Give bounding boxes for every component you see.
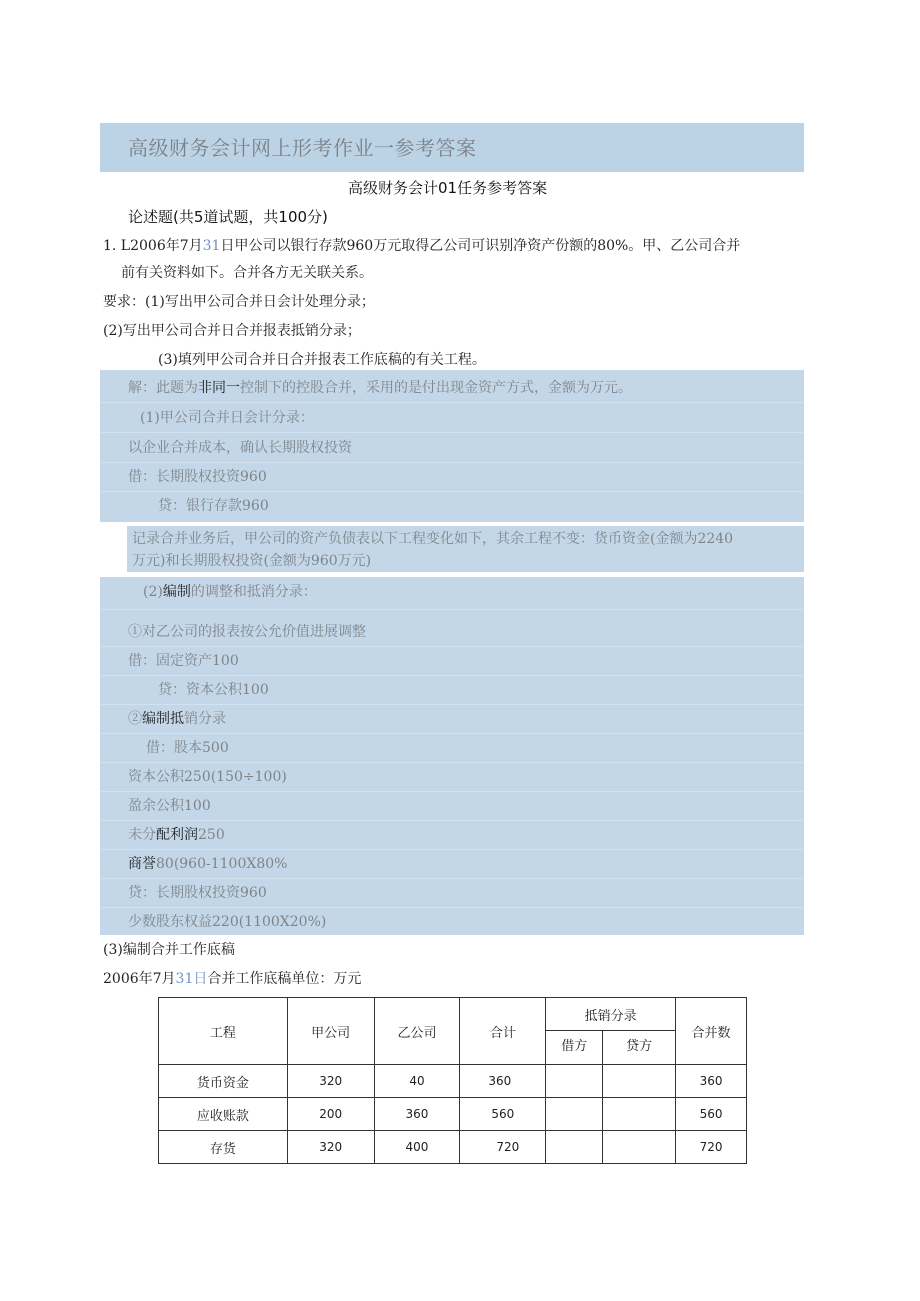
cell-jia: 200 [287,1098,374,1131]
section-heading: 论述题(共5道试题，共100分) [128,208,328,226]
table-row [159,1131,747,1164]
consolidation-worksheet-table [158,997,747,1164]
table-row [159,1098,747,1131]
cell-consolidated: 720 [676,1131,747,1164]
answer-row [100,762,804,792]
answer-row [100,907,804,936]
answer-box-journal-entry [100,370,804,522]
cell-consolidated: 360 [676,1065,747,1098]
answer-row [100,577,804,610]
question-line-1c: 日甲公司以银行存款960万元取得乙公司可识别净资产份额的80%。甲、乙公司合并 [220,238,741,254]
answer-intro: 解：此题为非同一控制下的控股合并，采用的是付出现金资产方式，金额为万元。 [128,380,632,396]
header-yi: 乙公司 [374,998,460,1065]
header-item: 工程 [159,998,288,1065]
cell-debit [546,1131,603,1164]
header-debit: 借方 [546,1031,603,1065]
debit-share-capital: 借：股本500 [146,740,229,756]
cell-jia: 320 [287,1131,374,1164]
banner-title: 高级财务会计网上形考作业一参考答案 [128,136,477,160]
credit-entry: 贷：银行存款960 [158,498,269,514]
cell-item: 应收账款 [159,1098,288,1131]
answer-row [100,462,804,492]
answer-row [100,491,804,520]
title-banner [100,123,804,172]
answer-row [100,646,804,676]
cell-item: 存货 [159,1131,288,1164]
retained-earnings-line: 未分配利润250 [128,827,225,843]
cell-credit [603,1065,676,1098]
capital-reserve-line: 资本公积250(150÷100) [128,769,287,785]
worksheet-heading: (3)编制合并工作底稿 [103,942,235,958]
answer-row [100,433,804,463]
document-title: 高级财务会计01任务参考答案 [348,179,548,197]
cell-debit [546,1098,603,1131]
minority-interest-line: 少数股东权益220(1100X20%) [128,914,327,930]
answer-box-balance-change [127,526,804,572]
answer-subheading: (1)甲公司合并日会计分录： [140,410,314,426]
header-elimination: 抵销分录 [546,998,676,1031]
cell-jia: 320 [287,1065,374,1098]
answer-row [100,617,804,647]
header-total: 合计 [460,998,546,1065]
requirement-2: (2)写出甲公司合并日合并报表抵销分录； [103,323,361,339]
answer-row [100,878,804,908]
cell-yi: 400 [374,1131,460,1164]
cell-credit [603,1131,676,1164]
header-consolidated: 合并数 [676,998,747,1065]
cell-yi: 40 [374,1065,460,1098]
answer-row [100,820,804,850]
balance-change-line-2: 万元)和长期股权投资(金额为960万元) [132,553,372,569]
question-line-1a: 1. L2006年7月 [103,238,203,254]
answer-row [100,791,804,821]
requirement-1: 要求：(1)写出甲公司合并日会计处理分录； [103,294,375,310]
adjustment-heading: ①对乙公司的报表按公允价值进展调整 [128,624,366,640]
answer-row [100,704,804,734]
requirement-3: (3)填列甲公司合并日合并报表工作底稿的有关工程。 [158,352,486,368]
elimination-heading: (2)编制的调整和抵消分录： [143,584,317,600]
cell-total: 720 [460,1131,546,1164]
table-row [159,1065,747,1098]
answer-row [100,675,804,705]
answer-text: 以企业合并成本，确认长期股权投资 [128,440,352,456]
cell-yi: 360 [374,1098,460,1131]
credit-long-term-equity: 贷：长期股权投资960 [128,885,267,901]
debit-fixed-assets: 借：固定资产100 [128,653,239,669]
cell-item: 货币资金 [159,1065,288,1098]
header-credit: 贷方 [603,1031,676,1065]
header-jia: 甲公司 [287,998,374,1065]
worksheet-date-line: 2006年7月31日合并工作底稿单位：万元 [103,971,362,987]
question-line-1 [103,236,740,256]
cell-credit [603,1098,676,1131]
cell-consolidated: 560 [676,1098,747,1131]
cell-total: 560 [460,1098,546,1131]
balance-change-line-1: 记录合并业务后，甲公司的资产负债表以下工程变化如下，其余工程不变：货币资金(金额为2240 [132,531,734,547]
debit-entry: 借：长期股权投资960 [128,469,267,485]
answer-row [100,370,804,403]
credit-capital-reserve: 贷：资本公积100 [158,682,269,698]
elimination-subheading: ②编制抵销分录 [128,711,226,727]
question-date-day: 31 [202,238,221,254]
question-line-2: 前有关资料如下。合并各方无关联关系。 [121,265,373,281]
surplus-reserve-line: 盈余公积100 [128,798,211,814]
answer-row [100,849,804,879]
goodwill-line: 商誉80(960-1100X80% [128,856,288,872]
cell-total: 360 [460,1065,546,1098]
answer-row [100,403,804,433]
answer-box-elimination [100,577,804,935]
cell-debit [546,1065,603,1098]
answer-row [100,733,804,763]
